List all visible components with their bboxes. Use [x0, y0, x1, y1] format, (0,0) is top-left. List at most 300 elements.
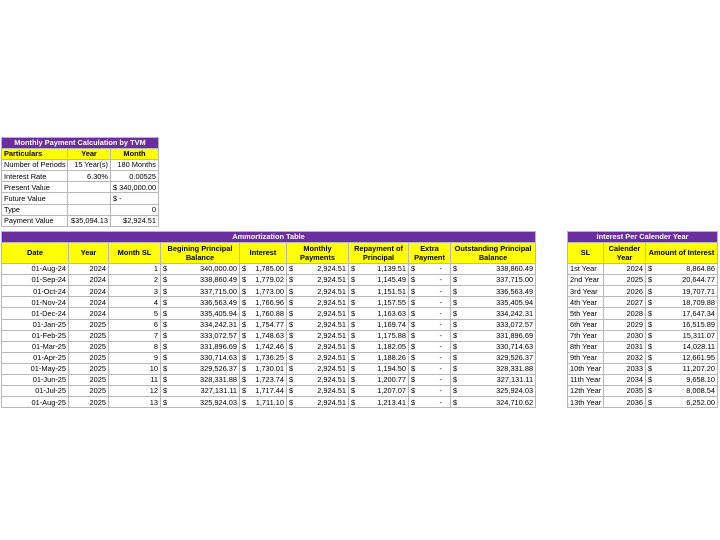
- currency-cell: [453, 264, 533, 274]
- currency-cell: [411, 331, 448, 341]
- amount-value: 14,028.11: [682, 342, 715, 352]
- currency-cell: [242, 287, 284, 297]
- amortization-cell: [161, 319, 240, 330]
- currency-cell: [289, 275, 346, 285]
- interest-amount-cell: [646, 264, 718, 275]
- currency-cell: [453, 298, 533, 308]
- currency-cell: [453, 342, 533, 352]
- interest-header: SL: [568, 243, 604, 264]
- amount-value: 1,188.26: [377, 353, 406, 363]
- amortization-cell: 5: [109, 308, 161, 319]
- amortization-cell: 7: [109, 330, 161, 341]
- currency-symbol: $: [289, 264, 294, 274]
- currency-symbol: $: [648, 342, 653, 352]
- amount-value: 1,169.74: [377, 319, 406, 329]
- amount-value: -: [439, 308, 442, 318]
- currency-symbol: $: [242, 364, 247, 374]
- amortization-cell: 2: [109, 275, 161, 286]
- interest-amount-cell: [646, 386, 718, 397]
- amortization-cell: 2025: [69, 330, 109, 341]
- amount-value: 1,139.51: [377, 264, 406, 274]
- amortization-cell: [287, 397, 349, 408]
- currency-symbol: $: [453, 264, 458, 274]
- tvm-title: Monthly Payment Calculation by TVM: [2, 138, 159, 149]
- amortization-cell: 13: [109, 397, 161, 408]
- amortization-cell: [240, 264, 287, 275]
- amount-value: -: [439, 297, 442, 307]
- interest-sl: 6th Year: [568, 319, 604, 330]
- tvm-table: [1, 137, 159, 227]
- amount-value: 340,000.00: [200, 264, 237, 274]
- currency-symbol: $: [453, 342, 458, 352]
- tvm-cell: [68, 204, 111, 215]
- amortization-cell: [287, 275, 349, 286]
- currency-cell: [289, 353, 346, 363]
- currency-symbol: $: [163, 319, 168, 329]
- currency-cell: [411, 309, 448, 319]
- tvm-cell: Type: [2, 204, 68, 215]
- amount-value: 328,331.88: [200, 375, 237, 385]
- amortization-header: Monthly Payments: [287, 243, 349, 264]
- currency-symbol: $: [351, 353, 356, 363]
- currency-cell: [163, 375, 237, 385]
- amortization-cell: [240, 319, 287, 330]
- currency-symbol: $: [453, 286, 458, 296]
- currency-symbol: $: [453, 297, 458, 307]
- interest-table: [567, 231, 718, 408]
- tvm-cell: 15 Year(s): [68, 160, 111, 171]
- amortization-cell: [240, 363, 287, 374]
- tvm-row: [2, 160, 159, 171]
- amortization-header: Year: [69, 243, 109, 264]
- currency-symbol: $: [648, 264, 653, 274]
- tvm-row: [2, 182, 159, 193]
- amount-value: 19,707.71: [682, 286, 715, 296]
- currency-cell: [163, 287, 237, 297]
- tvm-row: [2, 204, 159, 215]
- currency-cell: [163, 275, 237, 285]
- interest-amount-cell: [646, 286, 718, 297]
- amount-value: 331,896.69: [496, 330, 534, 340]
- amount-value: 9,658.10: [686, 375, 715, 385]
- amount-value: 1,151.51: [377, 286, 406, 296]
- amortization-cell: [287, 264, 349, 275]
- currency-symbol: $: [648, 330, 653, 340]
- currency-cell: [289, 320, 346, 330]
- currency-symbol: $: [411, 342, 416, 352]
- interest-year: 2034: [604, 375, 646, 386]
- currency-symbol: $: [163, 308, 168, 318]
- amortization-cell: 01-Oct-24: [2, 286, 69, 297]
- amortization-cell: 8: [109, 341, 161, 352]
- currency-cell: [351, 320, 406, 330]
- interest-sl: 3rd Year: [568, 286, 604, 297]
- amortization-cell: [287, 297, 349, 308]
- interest-row: [568, 264, 718, 275]
- currency-cell: [242, 331, 284, 341]
- currency-symbol: $: [351, 397, 356, 407]
- amortization-cell: 2025: [69, 386, 109, 397]
- amount-value: 327,131.11: [200, 386, 237, 396]
- currency-cell: [648, 298, 715, 308]
- amortization-cell: [409, 352, 451, 363]
- currency-cell: [289, 398, 346, 408]
- amount-value: 1,730.01: [255, 364, 284, 374]
- interest-year: 2030: [604, 330, 646, 341]
- amount-value: 2,924.51: [317, 397, 346, 407]
- amortization-header: Outstanding Principal Balance: [451, 243, 536, 264]
- currency-symbol: $: [411, 308, 416, 318]
- amount-value: -: [439, 375, 442, 385]
- amortization-cell: 01-Jun-25: [2, 375, 69, 386]
- amortization-row: [2, 363, 536, 374]
- tvm-cell: 0: [111, 204, 159, 215]
- interest-row: [568, 397, 718, 408]
- amortization-cell: [240, 386, 287, 397]
- currency-symbol: $: [163, 353, 168, 363]
- tvm-cell: $2,924.51: [111, 215, 159, 226]
- currency-symbol: $: [351, 375, 356, 385]
- currency-cell: [289, 364, 346, 374]
- tvm-row: [2, 171, 159, 182]
- interest-sl: 2nd Year: [568, 275, 604, 286]
- currency-symbol: $: [289, 330, 294, 340]
- amortization-cell: [287, 286, 349, 297]
- amortization-header: Month SL: [109, 243, 161, 264]
- currency-cell: [289, 264, 346, 274]
- currency-cell: [648, 386, 715, 396]
- amortization-cell: [161, 341, 240, 352]
- amount-value: 15,311.07: [682, 330, 715, 340]
- currency-cell: [648, 275, 715, 285]
- interest-sl: 9th Year: [568, 352, 604, 363]
- amortization-cell: [161, 264, 240, 275]
- amortization-cell: [349, 275, 409, 286]
- interest-header: Amount of Interest: [646, 243, 718, 264]
- amount-value: 1,194.50: [377, 364, 406, 374]
- currency-cell: [351, 353, 406, 363]
- amortization-cell: [287, 352, 349, 363]
- interest-sl: 11th Year: [568, 375, 604, 386]
- amortization-cell: 01-Nov-24: [2, 297, 69, 308]
- amortization-row: [2, 341, 536, 352]
- currency-symbol: $: [351, 364, 356, 374]
- currency-symbol: $: [242, 319, 247, 329]
- interest-year: 2025: [604, 275, 646, 286]
- currency-cell: [351, 331, 406, 341]
- currency-symbol: $: [648, 397, 653, 407]
- amount-value: 1,766.96: [255, 297, 284, 307]
- amount-value: 335,405.94: [200, 308, 237, 318]
- currency-cell: [163, 320, 237, 330]
- interest-row: [568, 308, 718, 319]
- amount-value: 1,157.55: [377, 297, 406, 307]
- currency-symbol: $: [163, 264, 168, 274]
- interest-amount-cell: [646, 319, 718, 330]
- amount-value: 6,252.00: [686, 397, 715, 407]
- amount-value: 1,760.88: [255, 308, 284, 318]
- currency-cell: [411, 386, 448, 396]
- amortization-cell: [287, 341, 349, 352]
- amount-value: 18,709.88: [682, 297, 715, 307]
- amortization-cell: 11: [109, 375, 161, 386]
- amortization-cell: [349, 264, 409, 275]
- currency-cell: [648, 342, 715, 352]
- amortization-cell: [451, 375, 536, 386]
- tvm-cell: 0.00525: [111, 171, 159, 182]
- interest-year: 2026: [604, 286, 646, 297]
- amount-value: 1,213.41: [377, 397, 406, 407]
- currency-cell: [351, 398, 406, 408]
- amortization-cell: [161, 286, 240, 297]
- amount-value: 330,714.63: [200, 353, 237, 363]
- amortization-cell: 01-Jan-25: [2, 319, 69, 330]
- amortization-cell: [451, 341, 536, 352]
- interest-year: 2036: [604, 397, 646, 408]
- amortization-cell: [287, 319, 349, 330]
- tvm-row: [2, 193, 159, 204]
- amortization-cell: [349, 375, 409, 386]
- amount-value: 1,754.77: [255, 319, 284, 329]
- amount-value: -: [439, 397, 442, 407]
- interest-year: 2032: [604, 352, 646, 363]
- amount-value: 329,526.37: [496, 353, 534, 363]
- interest-sl: 13th Year: [568, 397, 604, 408]
- amortization-cell: [451, 308, 536, 319]
- currency-symbol: $: [453, 275, 458, 285]
- amortization-cell: 01-May-25: [2, 363, 69, 374]
- amount-value: 2,924.51: [317, 297, 346, 307]
- interest-amount-cell: [646, 363, 718, 374]
- currency-symbol: $: [289, 286, 294, 296]
- amount-value: 331,896.69: [200, 342, 237, 352]
- currency-symbol: $: [411, 319, 416, 329]
- currency-symbol: $: [163, 275, 168, 285]
- currency-cell: [163, 353, 237, 363]
- amount-value: 1,182.05: [377, 342, 406, 352]
- amortization-cell: [240, 341, 287, 352]
- currency-symbol: $: [648, 364, 653, 374]
- amortization-cell: [409, 297, 451, 308]
- interest-amount-cell: [646, 330, 718, 341]
- currency-cell: [242, 298, 284, 308]
- amount-value: 333,072.57: [200, 330, 237, 340]
- currency-symbol: $: [411, 397, 416, 407]
- amortization-cell: 10: [109, 363, 161, 374]
- amount-value: 325,924.03: [200, 397, 237, 407]
- interest-row: [568, 319, 718, 330]
- amortization-cell: [409, 330, 451, 341]
- amortization-cell: [161, 386, 240, 397]
- amortization-cell: [409, 341, 451, 352]
- amortization-cell: 01-Apr-25: [2, 352, 69, 363]
- amortization-cell: [240, 275, 287, 286]
- interest-year: 2033: [604, 363, 646, 374]
- amortization-cell: 2024: [69, 264, 109, 275]
- amount-value: 334,242.31: [496, 308, 534, 318]
- currency-symbol: $: [242, 308, 247, 318]
- tvm-cell: $ -: [111, 193, 159, 204]
- amortization-cell: [161, 397, 240, 408]
- amount-value: 1,748.63: [255, 330, 284, 340]
- interest-sl: 4th Year: [568, 297, 604, 308]
- currency-symbol: $: [289, 297, 294, 307]
- currency-cell: [163, 364, 237, 374]
- tvm-header-year: Year: [68, 149, 111, 160]
- amortization-cell: [349, 397, 409, 408]
- amortization-cell: 01-Aug-24: [2, 264, 69, 275]
- currency-cell: [648, 331, 715, 341]
- currency-symbol: $: [163, 342, 168, 352]
- tvm-cell: Number of Periods: [2, 160, 68, 171]
- currency-cell: [351, 375, 406, 385]
- currency-symbol: $: [351, 319, 356, 329]
- amount-value: 336,563.49: [200, 297, 237, 307]
- currency-symbol: $: [453, 308, 458, 318]
- amortization-cell: 3: [109, 286, 161, 297]
- amortization-cell: [240, 308, 287, 319]
- amortization-cell: [451, 352, 536, 363]
- currency-cell: [648, 320, 715, 330]
- amortization-cell: [349, 308, 409, 319]
- currency-cell: [453, 364, 533, 374]
- amortization-cell: [287, 308, 349, 319]
- amortization-cell: [409, 397, 451, 408]
- amortization-cell: 01-Dec-24: [2, 308, 69, 319]
- currency-symbol: $: [163, 397, 168, 407]
- amortization-row: [2, 297, 536, 308]
- amortization-cell: 01-Feb-25: [2, 330, 69, 341]
- amortization-cell: [240, 286, 287, 297]
- currency-cell: [289, 309, 346, 319]
- tvm-cell: [68, 182, 111, 193]
- amount-value: 1,717.44: [255, 386, 284, 396]
- amortization-cell: [287, 330, 349, 341]
- amortization-cell: [240, 330, 287, 341]
- amortization-cell: 2024: [69, 308, 109, 319]
- currency-cell: [453, 386, 533, 396]
- currency-cell: [163, 309, 237, 319]
- currency-cell: [289, 331, 346, 341]
- amount-value: 1,736.25: [255, 353, 284, 363]
- currency-symbol: $: [648, 286, 653, 296]
- amount-value: 1,200.77: [377, 375, 406, 385]
- interest-header: Calender Year: [604, 243, 646, 264]
- currency-cell: [453, 287, 533, 297]
- amount-value: 1,145.49: [377, 275, 406, 285]
- currency-symbol: $: [453, 330, 458, 340]
- amortization-cell: [409, 264, 451, 275]
- amortization-header: Repayment of Principal: [349, 243, 409, 264]
- interest-row: [568, 352, 718, 363]
- interest-amount-cell: [646, 297, 718, 308]
- amortization-cell: [409, 275, 451, 286]
- interest-amount-cell: [646, 397, 718, 408]
- currency-cell: [351, 287, 406, 297]
- amount-value: 337,715.00: [200, 286, 237, 296]
- currency-cell: [289, 375, 346, 385]
- amortization-cell: [409, 308, 451, 319]
- amount-value: 1,711.10: [255, 397, 284, 407]
- currency-symbol: $: [453, 319, 458, 329]
- amount-value: -: [439, 286, 442, 296]
- amortization-cell: [349, 386, 409, 397]
- amortization-cell: [240, 375, 287, 386]
- amount-value: -: [439, 364, 442, 374]
- currency-symbol: $: [351, 297, 356, 307]
- currency-cell: [289, 287, 346, 297]
- currency-cell: [351, 342, 406, 352]
- currency-cell: [242, 309, 284, 319]
- currency-cell: [411, 398, 448, 408]
- amortization-cell: 01-Aug-25: [2, 397, 69, 408]
- interest-amount-cell: [646, 352, 718, 363]
- currency-symbol: $: [411, 264, 416, 274]
- currency-cell: [163, 398, 237, 408]
- amount-value: 2,924.51: [317, 319, 346, 329]
- amortization-cell: [161, 352, 240, 363]
- currency-symbol: $: [242, 397, 247, 407]
- amortization-header: Begining Principal Balance: [161, 243, 240, 264]
- amount-value: -: [439, 264, 442, 274]
- amortization-cell: [240, 352, 287, 363]
- currency-cell: [648, 398, 715, 408]
- amortization-cell: [409, 319, 451, 330]
- interest-year: 2024: [604, 264, 646, 275]
- currency-symbol: $: [289, 275, 294, 285]
- amount-value: 327,131.11: [496, 375, 534, 385]
- tvm-header-particulars: Particulars: [2, 149, 68, 160]
- tvm-cell: 6.30%: [68, 171, 111, 182]
- tvm-cell: Payment Value: [2, 215, 68, 226]
- currency-symbol: $: [163, 364, 168, 374]
- amount-value: 1,785.00: [255, 264, 284, 274]
- amortization-cell: 2025: [69, 352, 109, 363]
- amount-value: 17,647.34: [682, 308, 715, 318]
- amortization-row: [2, 286, 536, 297]
- currency-cell: [163, 298, 237, 308]
- amortization-cell: [161, 375, 240, 386]
- currency-cell: [163, 331, 237, 341]
- amortization-cell: [349, 297, 409, 308]
- currency-cell: [242, 353, 284, 363]
- amount-value: 334,242.31: [200, 319, 237, 329]
- amount-value: -: [439, 386, 442, 396]
- amortization-header: Date: [2, 243, 69, 264]
- currency-cell: [289, 298, 346, 308]
- amount-value: 1,779.02: [255, 275, 284, 285]
- currency-symbol: $: [242, 286, 247, 296]
- amortization-cell: 01-Jul-25: [2, 386, 69, 397]
- interest-year: 2035: [604, 386, 646, 397]
- currency-cell: [242, 320, 284, 330]
- currency-cell: [163, 264, 237, 274]
- amortization-cell: [240, 297, 287, 308]
- currency-symbol: $: [453, 397, 458, 407]
- amount-value: 2,924.51: [317, 286, 346, 296]
- currency-symbol: $: [648, 308, 653, 318]
- currency-symbol: $: [351, 386, 356, 396]
- interest-amount-cell: [646, 275, 718, 286]
- tvm-cell: $35,094.13: [68, 215, 111, 226]
- currency-cell: [453, 375, 533, 385]
- currency-cell: [351, 298, 406, 308]
- currency-symbol: $: [351, 264, 356, 274]
- amortization-cell: [240, 397, 287, 408]
- currency-cell: [163, 342, 237, 352]
- amount-value: 335,405.94: [496, 297, 534, 307]
- currency-symbol: $: [163, 386, 168, 396]
